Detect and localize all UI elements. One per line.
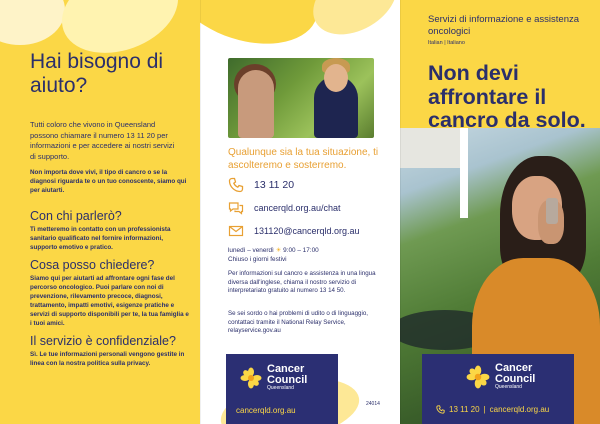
document-code: 24014 [366, 401, 380, 407]
chat-link[interactable]: cancerqld.org.au/chat [254, 203, 341, 213]
decorative-shape [301, 0, 400, 48]
cancer-council-logo [240, 364, 307, 392]
relay-info: Se sei sordo o hai problemi di udito o di linguaggio, contattaci tramite il National Relay Service, relayservice.gov.au [228, 310, 368, 335]
cover-separator: | [483, 405, 486, 414]
answer-who: Ti metteremo in contatto con un professionista sanitario qualificato nel fornire informazioni, supporto emotivo e pratico. [30, 226, 171, 251]
question-what: Cosa posso chiedere? [30, 258, 155, 272]
intro-text: Tutti coloro che vivono in Queensland possono chiamare il numero 13 11 20 per informazioni e per accedere ai nostri servizi di supporto. [30, 120, 175, 161]
fold-line [400, 0, 401, 424]
left-heading: Hai bisogno di aiuto? [30, 50, 164, 97]
right-panel [400, 0, 600, 424]
email-row[interactable] [228, 223, 360, 239]
cover-cancer-council-logo [466, 363, 535, 391]
cancer-council-daffodil-icon [466, 365, 490, 389]
phone-icon [436, 405, 445, 414]
service-title: Servizi di informazione e assistenza oncologici [428, 14, 580, 37]
cover-heading: Non devi affrontare il cancro da solo. [428, 61, 586, 132]
nurse-photo [228, 58, 374, 138]
fold-line [200, 0, 201, 424]
cover-phone[interactable]: 13 11 20 [449, 405, 480, 414]
logo-line-1: Cancer [267, 363, 305, 375]
hours-days: lunedì – venerdì [228, 247, 274, 254]
question-who: Con chi parlerò? [30, 209, 122, 223]
cancer-council-card [226, 354, 338, 424]
phone-row[interactable] [228, 177, 294, 193]
email-link[interactable]: 131120@cancerqld.org.au [254, 226, 360, 236]
cover-footer [436, 405, 549, 414]
cover-website[interactable]: cancerqld.org.au [489, 405, 550, 414]
sun-icon: ☀ [275, 247, 282, 254]
decorative-shape [200, 0, 330, 61]
cover-logo-subtitle: Queensland [495, 384, 522, 390]
logo-line-2: Council [267, 373, 308, 386]
question-confidential: Il servizio è confidenziale? [30, 334, 176, 348]
answer-confidential: Sì. Le tue informazioni personali vengono gestite in linea con la nostra politica sulla privacy. [30, 351, 185, 367]
language-label: Italian | Italiano [428, 40, 465, 46]
decorative-shape [0, 0, 65, 45]
hours-time: 9:00 – 17:00 [283, 247, 319, 254]
interpreter-info: Per informazioni sul cancro e assistenza in una lingua diversa dall'inglese, chiama il nostro servizio di interpretariato gratuito al numero 13 14 50. [228, 270, 376, 295]
hours-closed: Chiuso i giorni festivi [228, 256, 287, 263]
cover-logo-line-1: Cancer [495, 362, 533, 374]
middle-panel [200, 0, 400, 424]
website-link[interactable]: cancerqld.org.au [236, 406, 296, 415]
chat-icon [228, 200, 244, 216]
logo-subtitle: Queensland [267, 385, 294, 391]
cover-cancer-council-card [422, 354, 574, 424]
support-quote: Qualunque sia la tua situazione, ti ascolteremo e sosterremo. [228, 147, 379, 171]
chat-row[interactable] [228, 200, 341, 216]
answer-what: Siamo qui per aiutarti ad affrontare ogni fase del percorso oncologico. Puoi parlare con noi di prevenzione, rilevamento precoce, diagnosi, trattamento, impatti emotivi, esigenze pratiche e servizi di supporto disponibili per te, la tua famiglia e i tuoi amici. [30, 275, 189, 327]
cancer-council-daffodil-icon [240, 367, 262, 389]
cover-logo-line-2: Council [495, 372, 536, 385]
left-panel [0, 0, 200, 424]
email-icon [228, 223, 244, 239]
phone-number: 13 11 20 [254, 179, 295, 191]
phone-icon [228, 177, 244, 193]
opening-hours [228, 246, 319, 264]
note-text: Non importa dove vivi, il tipo di cancro o se la diagnosi riguarda te o un tuo conoscente, siamo qui per aiutarti. [30, 169, 187, 194]
